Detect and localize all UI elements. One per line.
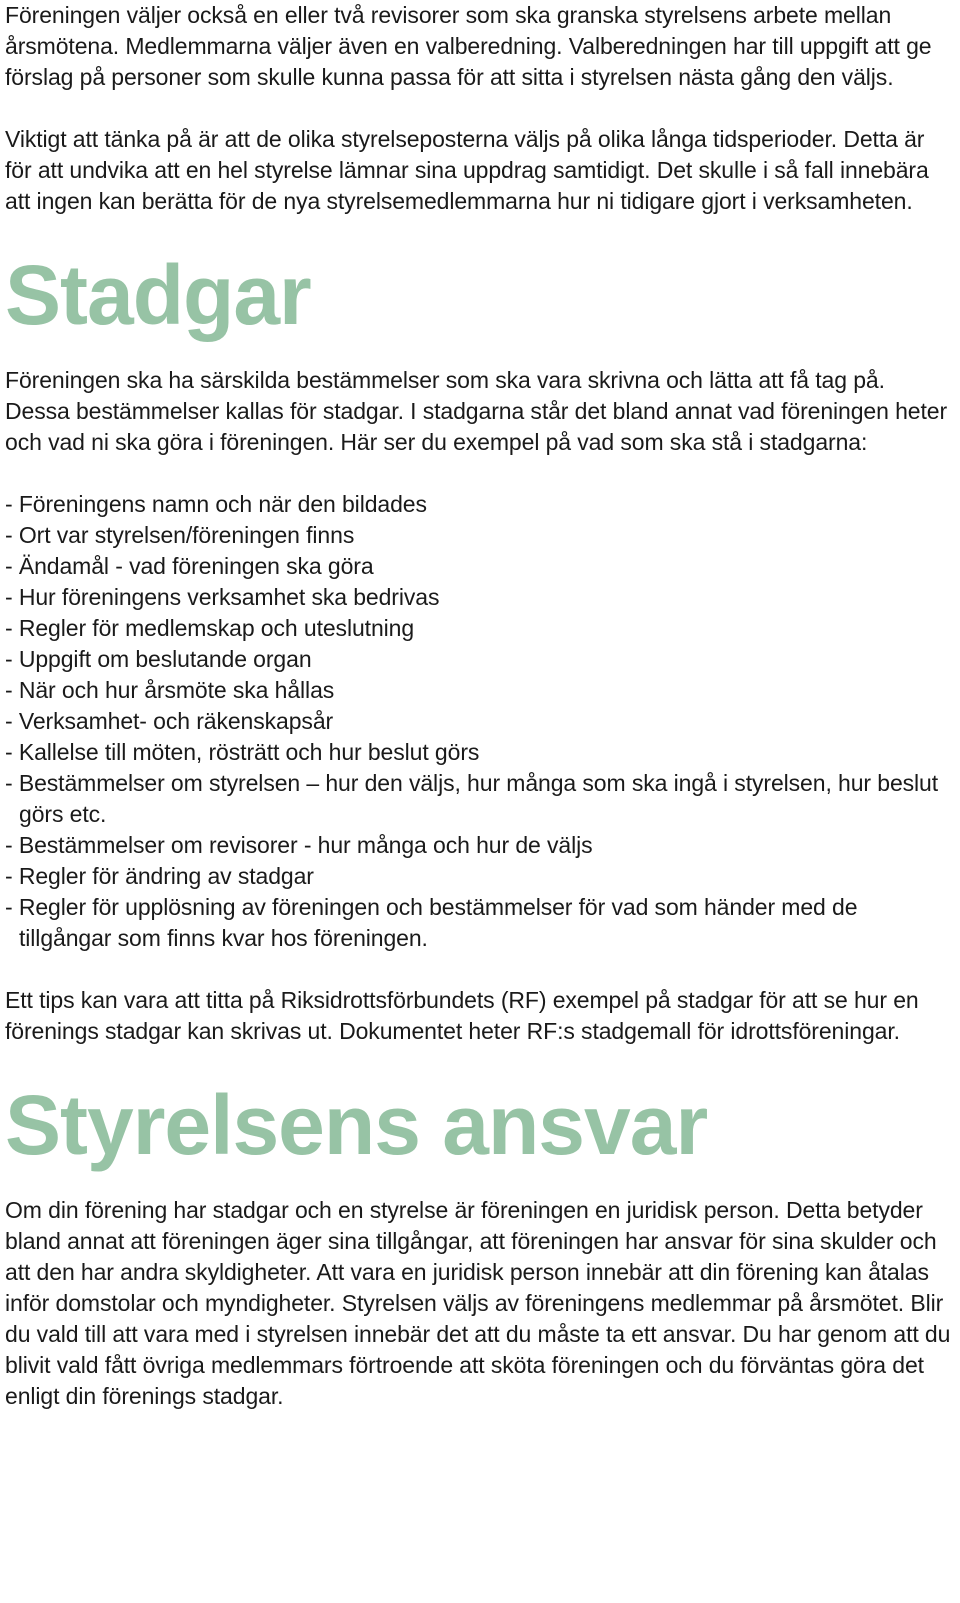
- section-heading-styrelsens-ansvar: Styrelsens ansvar: [5, 1078, 708, 1172]
- list-item: - När och hur årsmöte ska hållas: [5, 677, 335, 703]
- section-heading-stadgar: Stadgar: [5, 248, 311, 342]
- list-item: - Ort var styrelsen/föreningen finns: [5, 522, 355, 548]
- stadgar-paragraph-tips: Ett tips kan vara att titta på Riksidrottsförbundets (RF) exempel på stadgar för att se hur en förenings stadgar kan skrivas ut. Dokumentet heter RF:s stadgemall för idrottsföreningar.: [5, 987, 919, 1044]
- intro-paragraph-revisorer: Föreningen väljer också en eller två revisorer som ska granska styrelsens arbete mellan årsmötena. Medlemmarna väljer även en valberedning. Valberedningen har till uppgift att ge förslag på personer som skulle kunna passa för att sitta i styrelsen nästa gång den väljs.: [5, 2, 932, 90]
- list-item: - Verksamhet- och räkenskapsår: [5, 708, 334, 734]
- list-item: - Regler för upplösning av föreningen och bestämmelser för vad som händer med de tillgångar som finns kvar hos föreningen.: [5, 894, 858, 951]
- stadgar-list: [5, 489, 955, 954]
- list-item: - Regler för medlemskap och uteslutning: [5, 615, 415, 641]
- list-item: - Bestämmelser om revisorer - hur många och hur de väljs: [5, 832, 593, 858]
- list-item: - Föreningens namn och när den bildades: [5, 491, 427, 517]
- intro-paragraph-tidsperioder: Viktigt att tänka på är att de olika styrelseposterna väljs på olika långa tidsperioder. Detta är för att undvika att en hel styrelse lämnar sina uppdrag samtidigt. Det skulle i så fall innebära att ingen kan berätta för de nya styrelsemedlemmarna hur ni tidigare gjort i verksamheten.: [5, 126, 929, 214]
- list-item: - Ändamål - vad föreningen ska göra: [5, 553, 374, 579]
- list-item: - Uppgift om beslutande organ: [5, 646, 312, 672]
- document-page: [5, 0, 955, 1412]
- list-item: - Bestämmelser om styrelsen – hur den väljs, hur många som ska ingå i styrelsen, hur beslut görs etc.: [5, 770, 939, 827]
- list-item: - Hur föreningens verksamhet ska bedrivas: [5, 584, 440, 610]
- ansvar-paragraph: Om din förening har stadgar och en styrelse är föreningen en juridisk person. Detta betyder bland annat att föreningen äger sina tillgångar, att föreningen har ansvar för sina skulder och att den har andra skyldigheter. Att vara en juridisk person innebär att din förening kan åtalas inför domstolar och myndigheter. Styrelsen väljs av föreningens medlemmar på årsmötet. Blir du vald till att vara med i styrelsen innebär det att du måste ta ett ansvar. Du har genom att du blivit vald fått övriga medlemmars förtroende att sköta föreningen och du förväntas göra det enligt din förenings stadgar.: [5, 1197, 951, 1409]
- list-item: - Regler för ändring av stadgar: [5, 863, 314, 889]
- list-item: - Kallelse till möten, rösträtt och hur beslut görs: [5, 739, 480, 765]
- stadgar-paragraph-intro: Föreningen ska ha särskilda bestämmelser som ska vara skrivna och lätta att få tag på. Dessa bestämmelser kallas för stadgar. I stadgarna står det bland annat vad föreningen heter och vad ni ska göra i föreningen. Här ser du exempel på vad som ska stå i stadgarna:: [5, 367, 948, 455]
